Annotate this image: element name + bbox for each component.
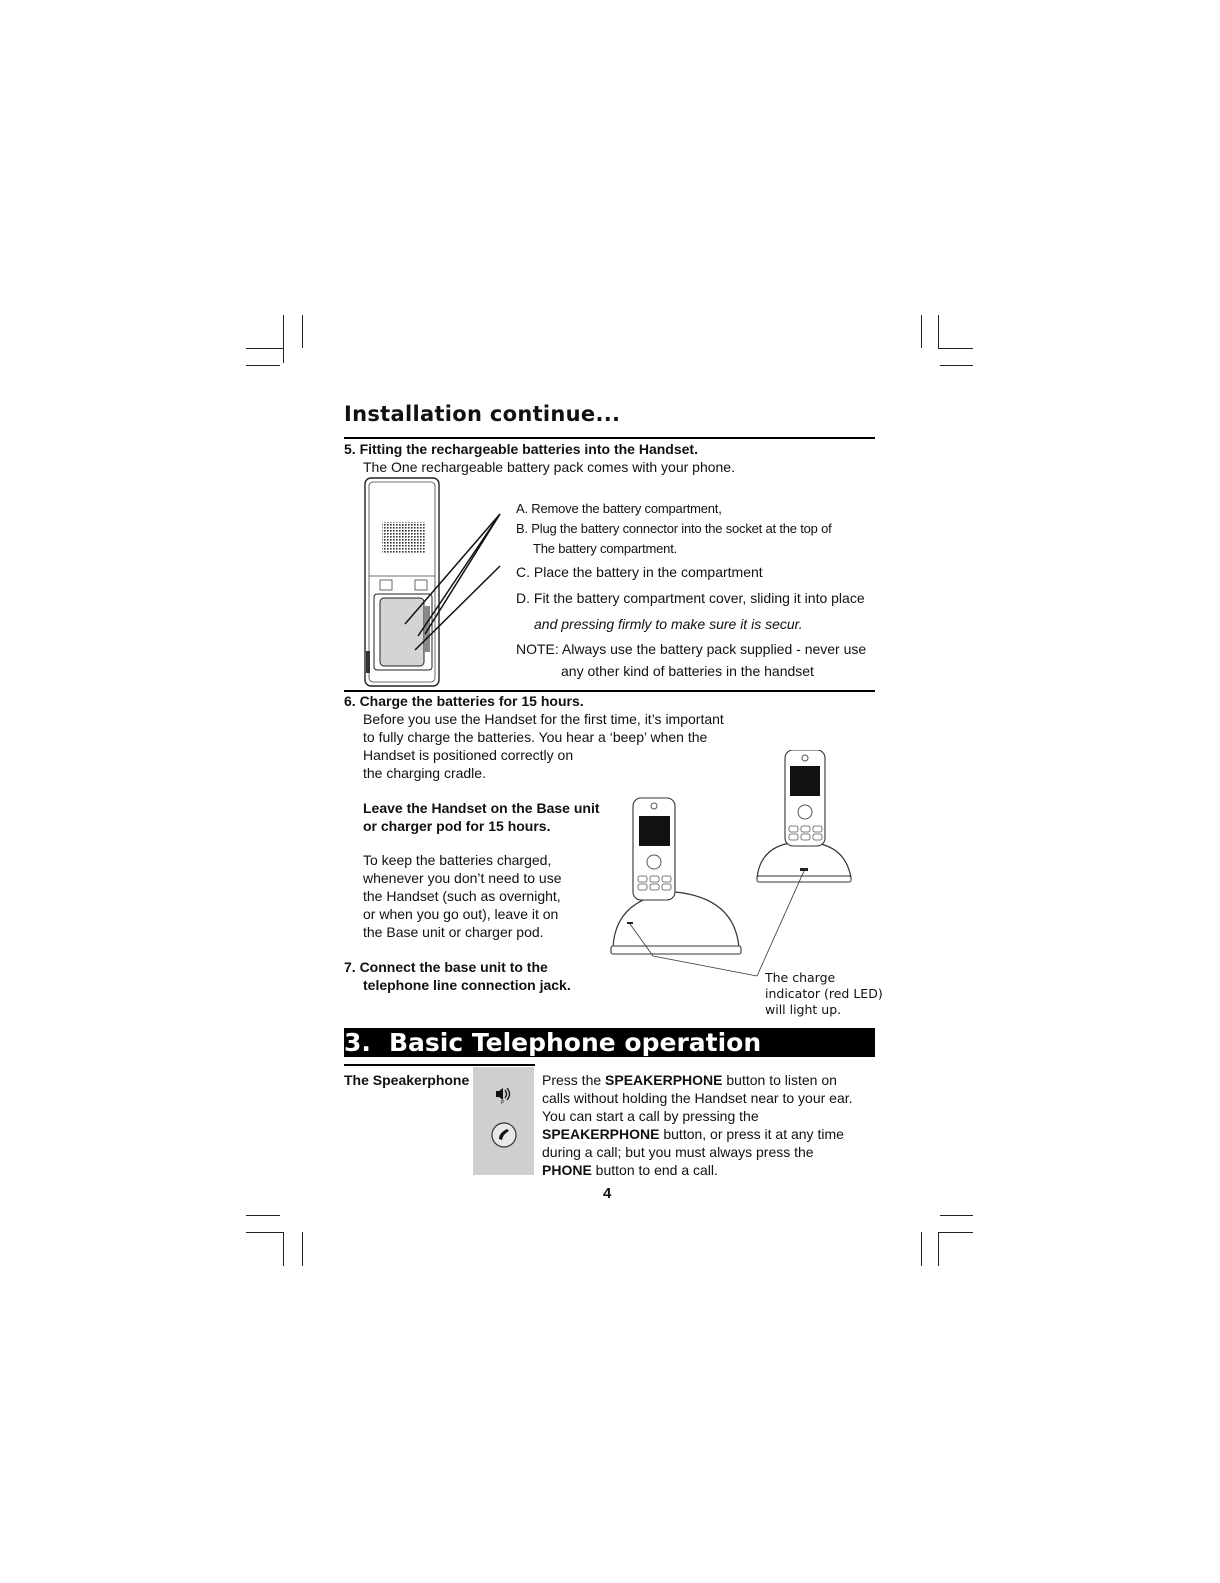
svg-text:P: P bbox=[501, 1100, 505, 1104]
step5-c: C. Place the battery in the compartment bbox=[516, 564, 763, 580]
desc-bold: SPEAKERPHONE bbox=[605, 1072, 723, 1088]
step5-note2: any other kind of batteries in the handset bbox=[561, 663, 814, 679]
desc-bold: PHONE bbox=[542, 1162, 592, 1178]
phone-button-icon bbox=[490, 1121, 518, 1149]
desc-line bbox=[542, 1125, 853, 1143]
desc-line bbox=[542, 1143, 853, 1161]
step5-intro: The One rechargeable battery pack comes with your phone. bbox=[363, 459, 735, 475]
step6-p1-1: Before you use the Handset for the first time, it’s important bbox=[363, 711, 724, 727]
desc-line bbox=[542, 1089, 853, 1107]
desc-text: Press the bbox=[542, 1072, 606, 1088]
charge-indicator-caption bbox=[765, 970, 883, 1018]
caption-line: indicator (red LED) bbox=[765, 986, 883, 1001]
speakerphone-description bbox=[542, 1071, 853, 1179]
caption-line: The charge bbox=[765, 970, 836, 985]
page-heading: Installation continue... bbox=[344, 402, 621, 426]
caption-line: will light up. bbox=[765, 1002, 842, 1017]
step6-title: 6. Charge the batteries for 15 hours. bbox=[344, 693, 584, 709]
step5-b2: The battery compartment. bbox=[533, 541, 678, 556]
section-title: Basic Telephone operation bbox=[389, 1028, 762, 1057]
step6-bold-2: or charger pod for 15 hours. bbox=[363, 818, 551, 834]
step5-title: 5. Fitting the rechargeable batteries into the Handset. bbox=[344, 441, 698, 457]
step6-p1-2: to fully charge the batteries. You hear a ‘beep’ when the bbox=[363, 729, 708, 745]
desc-text: button to listen on bbox=[722, 1072, 837, 1088]
section-number: 3. bbox=[344, 1028, 371, 1057]
desc-text: calls without holding the Handset near to your ear. bbox=[542, 1090, 853, 1106]
button-icons-panel bbox=[473, 1067, 534, 1175]
step5-d1: D. Fit the battery compartment cover, sliding it into place bbox=[516, 590, 865, 606]
step6-p1-3: Handset is positioned correctly on bbox=[363, 747, 574, 763]
speaker-rule bbox=[344, 1064, 535, 1066]
handset-battery-illustration bbox=[360, 476, 510, 690]
step5-b1: B. Plug the battery connector into the socket at the top of bbox=[516, 521, 832, 536]
desc-text: button to end a call. bbox=[591, 1162, 718, 1178]
step6-p1-4: the charging cradle. bbox=[363, 765, 486, 781]
desc-line bbox=[542, 1107, 853, 1125]
heading-rule bbox=[344, 437, 875, 439]
speakerphone-icon bbox=[493, 1084, 513, 1104]
step6-p2-2: whenever you don’t need to use bbox=[363, 870, 562, 886]
step6-p2-1: To keep the batteries charged, bbox=[363, 852, 552, 868]
desc-line bbox=[542, 1161, 853, 1179]
step5-d2: and pressing firmly to make sure it is secur. bbox=[534, 616, 803, 632]
step5-a: A. Remove the battery compartment, bbox=[516, 501, 722, 516]
desc-text: You can start a call by pressing the bbox=[542, 1108, 759, 1124]
step5-note1: NOTE: Always use the battery pack supplied - never use bbox=[516, 641, 867, 657]
step7-line2: telephone line connection jack. bbox=[363, 977, 571, 993]
page-number: 4 bbox=[603, 1185, 612, 1202]
charging-illustration bbox=[605, 750, 875, 990]
step6-p2-4: or when you go out), leave it on bbox=[363, 906, 559, 922]
step6-p2-5: the Base unit or charger pod. bbox=[363, 924, 544, 940]
desc-text: button, or press it at any time bbox=[659, 1126, 844, 1142]
step6-bold-1: Leave the Handset on the Base unit bbox=[363, 800, 600, 816]
speakerphone-label: The Speakerphone bbox=[344, 1072, 470, 1088]
step6-p2-3: the Handset (such as overnight, bbox=[363, 888, 561, 904]
desc-text: during a call; but you must always press the bbox=[542, 1144, 814, 1160]
desc-bold: SPEAKERPHONE bbox=[542, 1126, 660, 1142]
step7-line1: 7. Connect the base unit to the bbox=[344, 959, 548, 975]
desc-line bbox=[542, 1071, 853, 1089]
section-banner bbox=[344, 1028, 875, 1057]
